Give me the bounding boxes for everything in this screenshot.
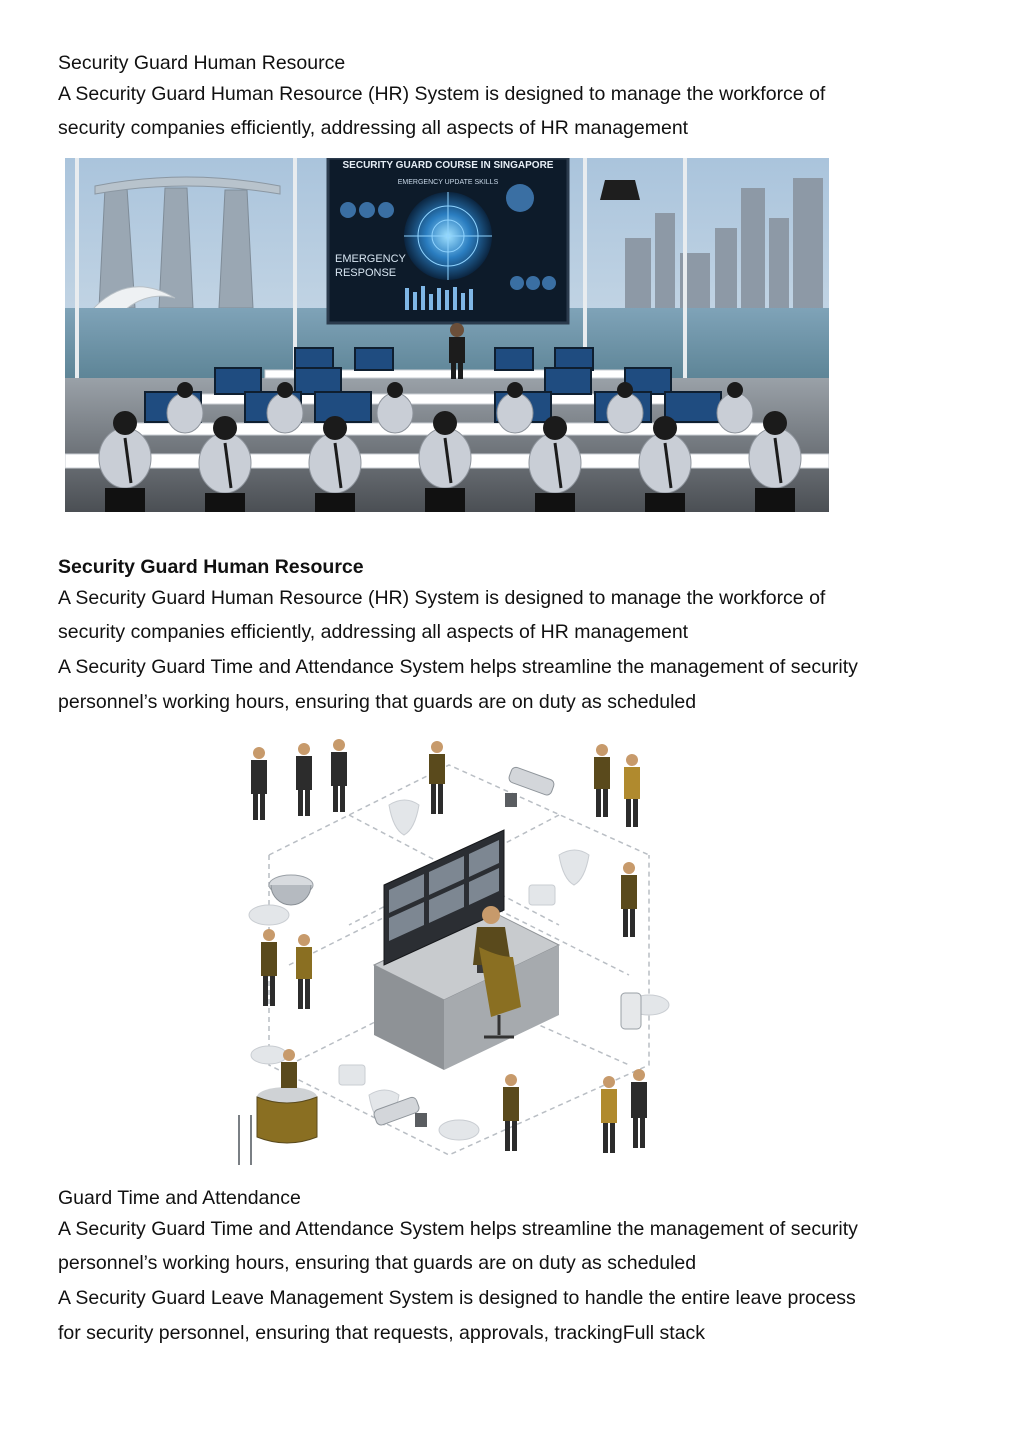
classroom-photo	[65, 158, 829, 512]
section3-line-1: A Security Guard Time and Attendance System helps streamline the management of security	[58, 1218, 858, 1240]
section2-line-3: A Security Guard Time and Attendance System helps streamline the management of security	[58, 656, 858, 678]
isometric-control-room	[229, 735, 681, 1171]
screen-subtitle: EMERGENCY UPDATE SKILLS	[397, 179, 499, 186]
panel-label-emergency: EMERGENCY	[335, 253, 406, 265]
screen-title: SECURITY GUARD COURSE IN SINGAPORE	[342, 160, 554, 171]
panel-label-response: RESPONSE	[335, 267, 397, 279]
section3-line-3: A Security Guard Leave Management System is designed to handle the entire leave process	[58, 1287, 856, 1309]
section1-heading: Security Guard Human Resource	[58, 52, 346, 74]
security-operations-illustration	[229, 735, 681, 1171]
section1-line-1: A Security Guard Human Resource (HR) System is designed to manage the workforce of	[58, 83, 826, 105]
section3-line-4: for security personnel, ensuring that requests, approvals, trackingFull stack	[58, 1322, 706, 1344]
section2-line-2: security companies efficiently, addressing all aspects of HR management	[58, 621, 689, 643]
section2-heading: Security Guard Human Resource	[58, 556, 364, 578]
section3-line-2: personnel’s working hours, ensuring that guards are on duty as scheduled	[58, 1252, 697, 1274]
section2-line-1: A Security Guard Human Resource (HR) System is designed to manage the workforce of	[58, 587, 826, 609]
section3-heading: Guard Time and Attendance	[58, 1187, 301, 1209]
sensor-icon	[621, 993, 641, 1029]
classroom-illustration	[65, 158, 829, 512]
section2-line-4: personnel’s working hours, ensuring that guards are on duty as scheduled	[58, 691, 697, 713]
section1-line-2: security companies efficiently, addressing all aspects of HR management	[58, 117, 689, 139]
